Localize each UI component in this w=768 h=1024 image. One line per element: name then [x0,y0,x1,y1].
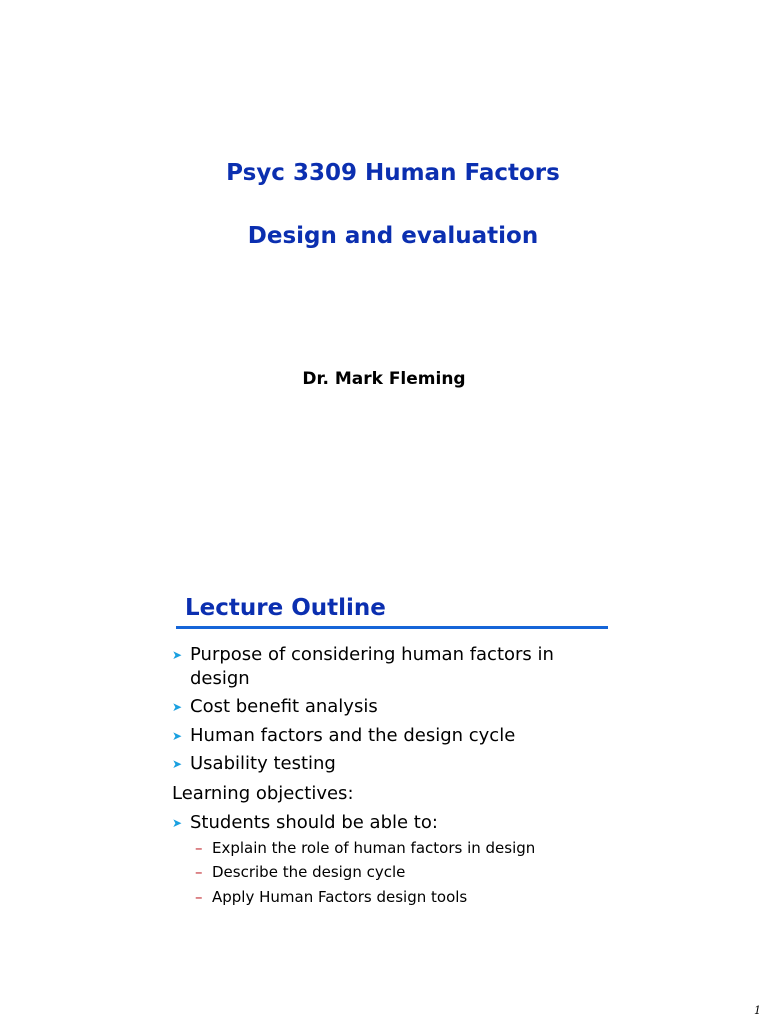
arrow-bullet-icon: ➤ [172,700,183,714]
sub-item-text: Explain the role of human factors in design [212,839,536,857]
sub-item-text: Apply Human Factors design tools [212,888,468,906]
sub-item-text: Describe the design cycle [212,863,406,881]
arrow-bullet-icon: ➤ [172,816,183,830]
dash-bullet-icon: – [195,863,203,881]
bullet-text: Students should be able to: [190,812,438,833]
dash-bullet-icon: – [195,888,203,906]
bullet-text: Human factors and the design cycle [190,725,516,746]
author-name: Dr. Mark Fleming [302,369,466,389]
bullet-text: Cost benefit analysis [190,696,378,717]
arrow-bullet-icon: ➤ [172,648,183,662]
bullet-text: Usability testing [190,753,336,774]
outline-heading: Lecture Outline [185,595,386,621]
arrow-bullet-icon: ➤ [172,729,183,743]
slide-subtitle: Design and evaluation [247,223,539,249]
bullet-text: Purpose of considering human factors in [190,644,554,665]
arrow-bullet-icon: ➤ [172,757,183,771]
dash-bullet-icon: – [195,839,203,857]
course-title: Psyc 3309 Human Factors [226,160,560,186]
bullet-text: design [190,668,250,689]
page-number: 1 [754,1004,761,1017]
heading-underline [176,626,608,629]
learning-objectives-label: Learning objectives: [172,783,354,804]
